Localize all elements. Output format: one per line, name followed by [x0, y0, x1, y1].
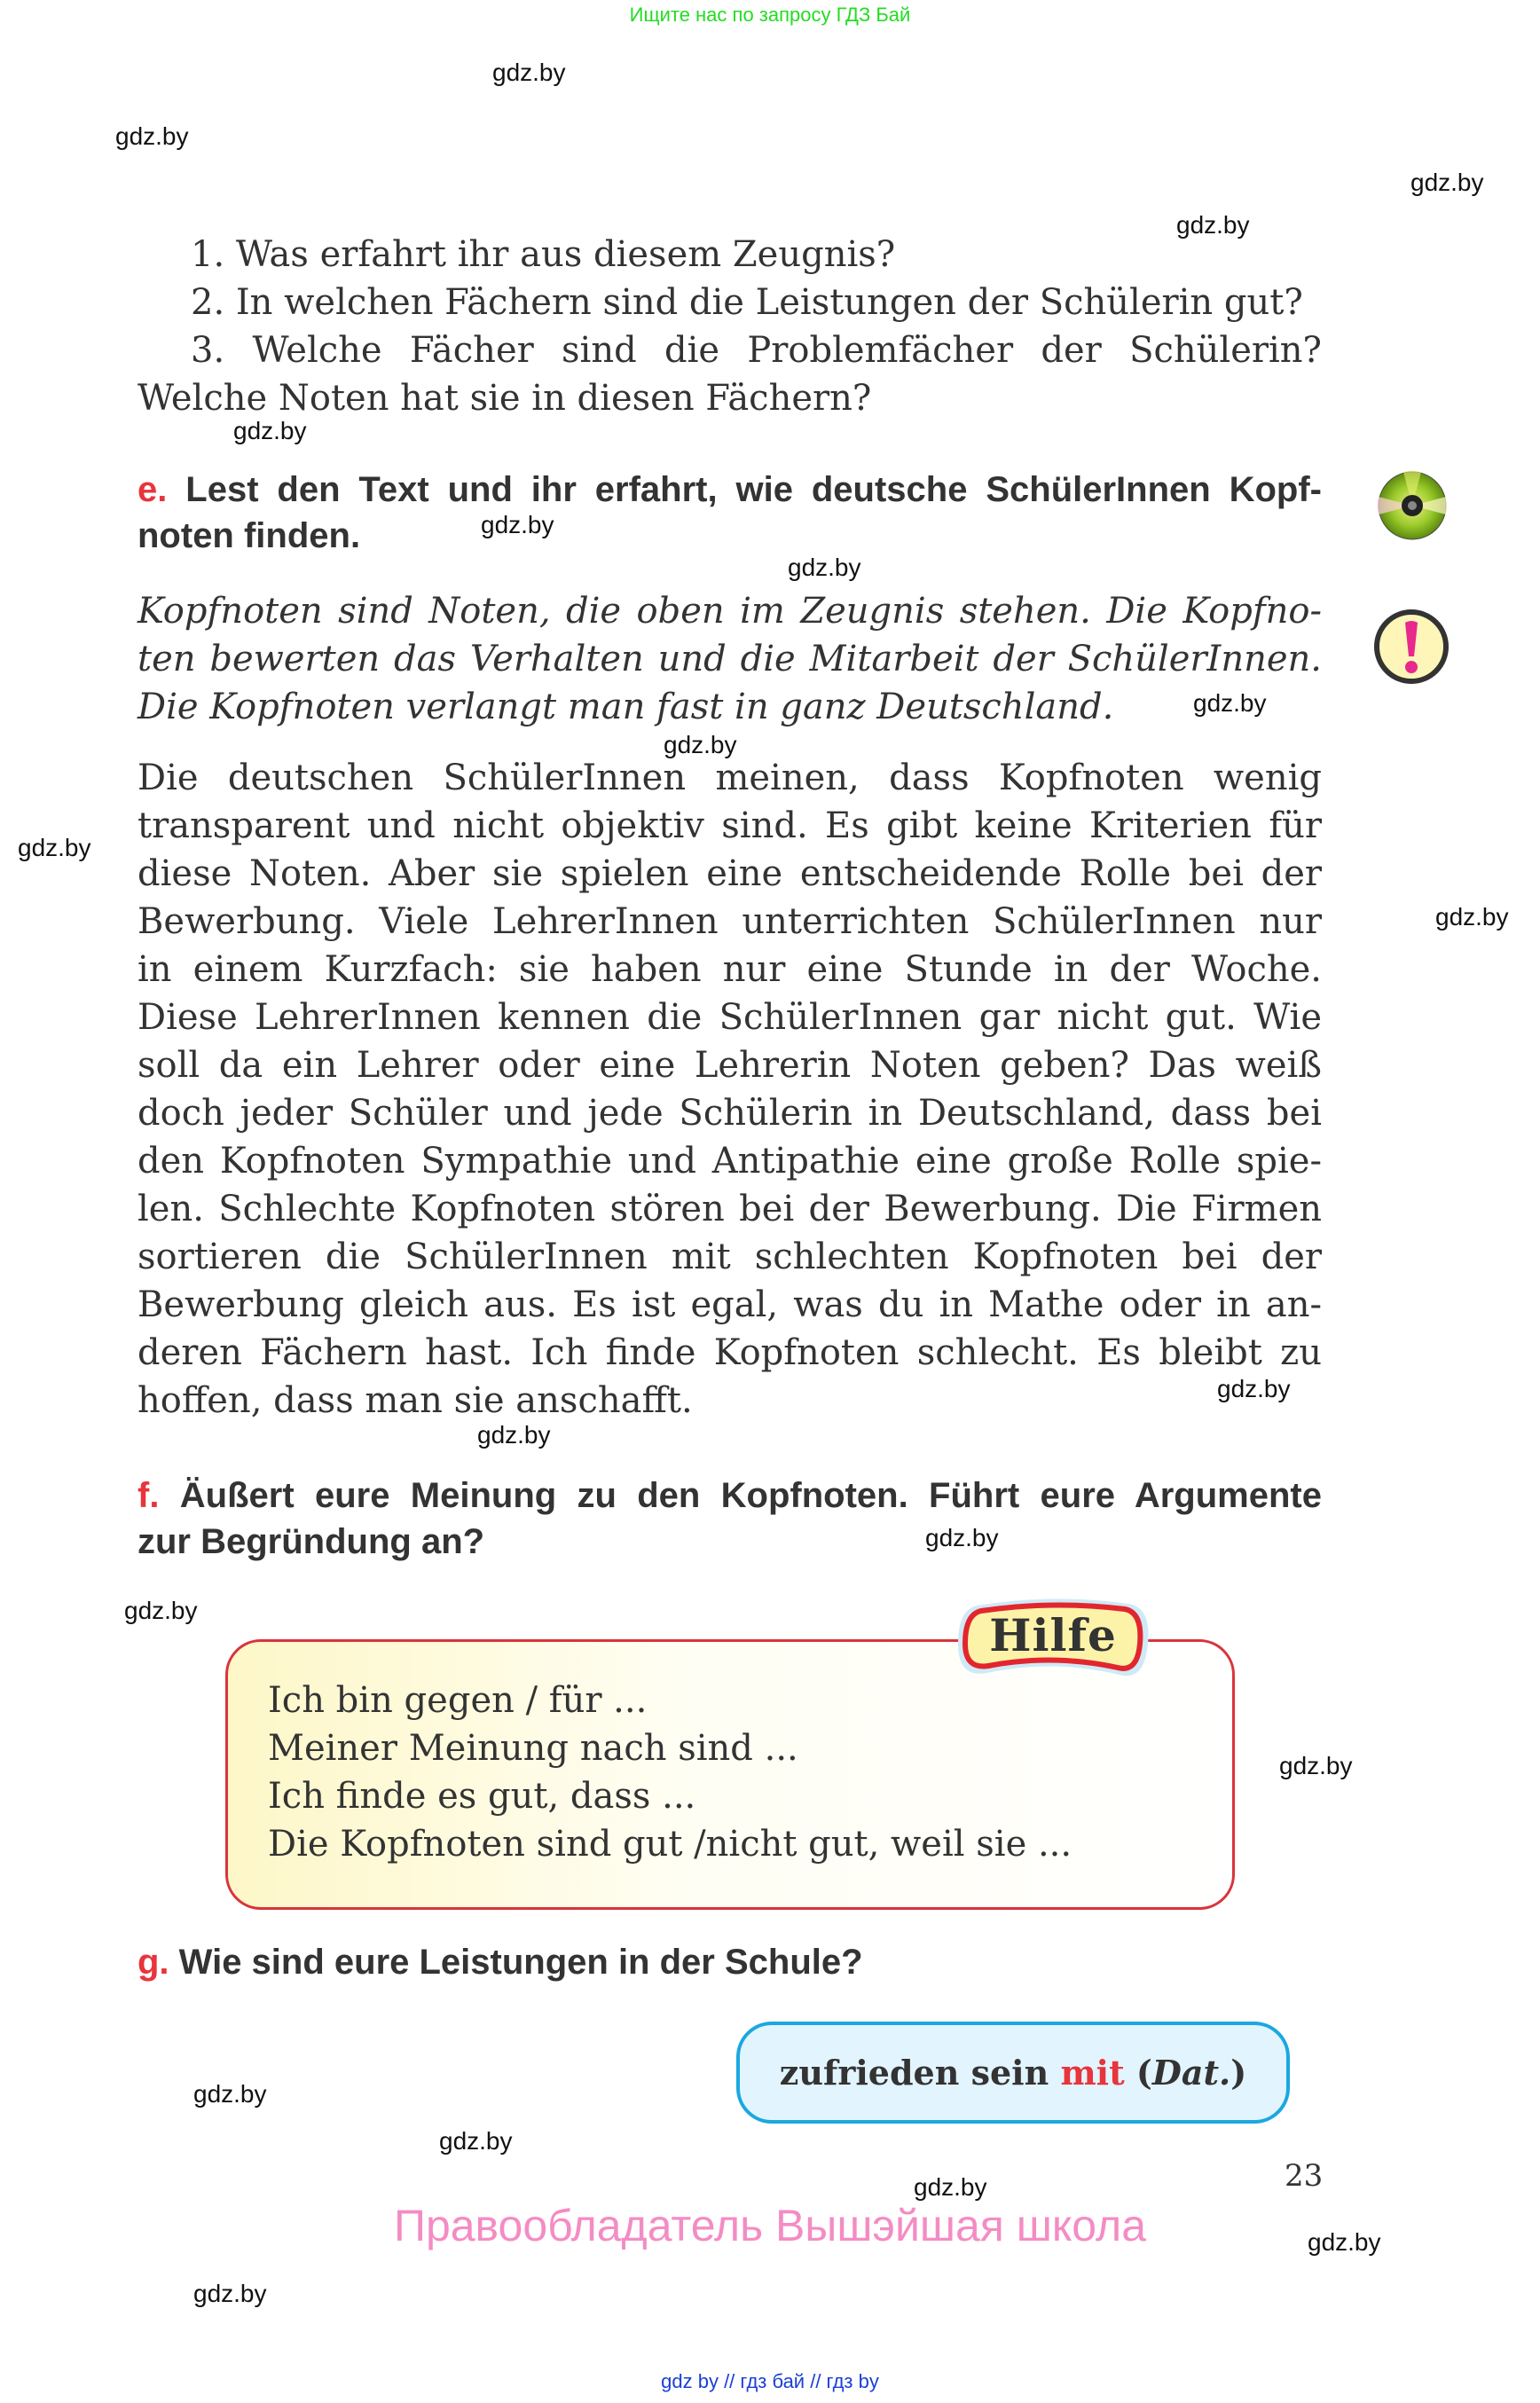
task-f-line2: zur Begründung an?: [138, 1522, 485, 1561]
text-line: hoffen, dass man sie anschafft.: [138, 1380, 693, 1421]
task-g: [138, 1939, 863, 1985]
info-italic-block: [138, 587, 1322, 731]
watermark: gdz.by: [18, 834, 91, 861]
hilfe-phrase: Ich bin gegen / für ...: [268, 1680, 648, 1721]
text-line: diese Noten. Aber sie spielen eine entscheidende Rolle bei der: [138, 853, 1322, 894]
text-line: transparent und nicht objektiv sind. Es gibt keine Kriterien für: [138, 805, 1322, 846]
hilfe-phrase: Ich finde es gut, dass ...: [268, 1776, 696, 1817]
text-line: den Kopfnoten Sympathie und Antipathie eine große Rolle spie-: [138, 1141, 1322, 1182]
task-e-line2: noten finden.: [138, 516, 361, 555]
question-1: 1. Was erfahrt ihr aus diesem Zeugnis?: [191, 234, 896, 275]
watermark: gdz.by: [788, 554, 861, 581]
watermark: gdz.by: [193, 2280, 267, 2307]
watermark: gdz.by: [1279, 1752, 1353, 1779]
watermark: gdz.by: [1176, 211, 1250, 239]
top-banner: Ищите нас по запросу ГДЗ Бай: [629, 4, 911, 26]
watermark: gdz.by: [492, 59, 566, 86]
watermark: gdz.by: [1308, 2228, 1381, 2256]
text-line: deren Fächern hast. Ich finde Kopfnoten schlecht. Es bleibt zu: [138, 1332, 1322, 1373]
text-line: in einem Kurzfach: sie haben nur eine Stunde in der Woche.: [138, 949, 1322, 990]
task-e-letter: e.: [138, 470, 168, 509]
info-line: Kopfnoten sind Noten, die oben im Zeugnis stehen. Die Kopfno-: [138, 591, 1322, 632]
text-line: Bewerbung gleich aus. Es ist egal, was du in Mathe oder in an-: [138, 1284, 1322, 1325]
watermark: gdz.by: [481, 511, 554, 538]
hilfe-badge: [951, 1595, 1155, 1684]
text-line: soll da ein Lehrer oder eine Lehrerin Noten geben? Das weiß: [138, 1045, 1322, 1086]
vocab-case: Dat.: [1151, 2053, 1231, 2093]
copyright-notice: Правообладатель Вышэйшая школа: [394, 2201, 1146, 2250]
watermark: gdz.by: [1410, 169, 1484, 196]
hilfe-phrase: Meiner Meinung nach sind ...: [268, 1728, 798, 1769]
cd-audio-icon[interactable]: [1377, 470, 1448, 541]
hilfe-phrase: Die Kopfnoten sind gut /nicht gut, weil sie ...: [268, 1824, 1072, 1865]
vocab-paren-open: (: [1135, 2053, 1152, 2093]
task-e-line1: [138, 467, 1322, 513]
text-line: Die deutschen SchülerInnen meinen, dass Kopfnoten wenig: [138, 758, 1322, 798]
vocab-phrase: zufrieden sein: [779, 2053, 1049, 2093]
main-text: [138, 754, 1322, 1425]
watermark: gdz.by: [477, 1421, 551, 1449]
text-line: Bewerbung. Viele LehrerInnen unterrichten SchülerInnen nur: [138, 901, 1322, 942]
info-line: ten bewerten das Verhalten und die Mitarbeit der SchülerInnen.: [138, 639, 1322, 679]
watermark: gdz.by: [664, 731, 737, 758]
task-g-letter: g.: [138, 1943, 169, 1982]
question-3: 3. Welche Fächer sind die Problemfächer der Schülerin?: [191, 330, 1322, 371]
vocab-paren-close: ): [1230, 2053, 1247, 2093]
task-f-line1: [138, 1472, 1322, 1519]
task-f-text: Äußert eure Meinung zu den Kopfnoten. Führt eure Argumente: [179, 1476, 1322, 1515]
watermark: gdz.by: [124, 1597, 198, 1624]
watermark: gdz.by: [115, 122, 189, 150]
watermark: gdz.by: [193, 2080, 267, 2108]
watermark: gdz.by: [1193, 689, 1267, 717]
task-f-letter: f.: [138, 1476, 160, 1515]
text-line: Diese LehrerInnen kennen die SchülerInnen gar nicht gut. Wie: [138, 997, 1322, 1038]
vocab-box: [736, 2022, 1290, 2124]
hilfe-title: Hilfe: [989, 1609, 1117, 1661]
task-e-text: Lest den Text und ihr erfahrt, wie deutsche SchülerInnen Kopf-: [185, 470, 1323, 509]
watermark: gdz.by: [233, 417, 307, 444]
text-line: sortieren die SchülerInnen mit schlechten Kopfnoten bei der: [138, 1237, 1322, 1277]
exclamation-icon: [1373, 609, 1450, 685]
footer-links[interactable]: gdz by // гдз бай // гдз by: [661, 2370, 879, 2392]
text-line: len. Schlechte Kopfnoten stören bei der Bewerbung. Die Firmen: [138, 1189, 1322, 1229]
question-3-continued: Welche Noten hat sie in diesen Fächern?: [138, 378, 872, 419]
watermark: gdz.by: [914, 2173, 987, 2201]
watermark: gdz.by: [1435, 903, 1509, 931]
page-number: 23: [1285, 2158, 1324, 2194]
watermark: gdz.by: [1217, 1375, 1291, 1402]
info-line: Die Kopfnoten verlangt man fast in ganz Deutschland.: [138, 687, 1114, 727]
hilfe-phrases: [268, 1677, 1072, 1868]
question-2: 2. In welchen Fächern sind die Leistungen der Schülerin gut?: [191, 282, 1303, 323]
vocab-preposition: mit: [1060, 2053, 1125, 2093]
watermark: gdz.by: [925, 1524, 999, 1551]
task-g-text: Wie sind eure Leistungen in der Schule?: [178, 1943, 863, 1982]
text-line: doch jeder Schüler und jede Schülerin in Deutschland, dass bei: [138, 1093, 1322, 1134]
watermark: gdz.by: [439, 2127, 513, 2155]
